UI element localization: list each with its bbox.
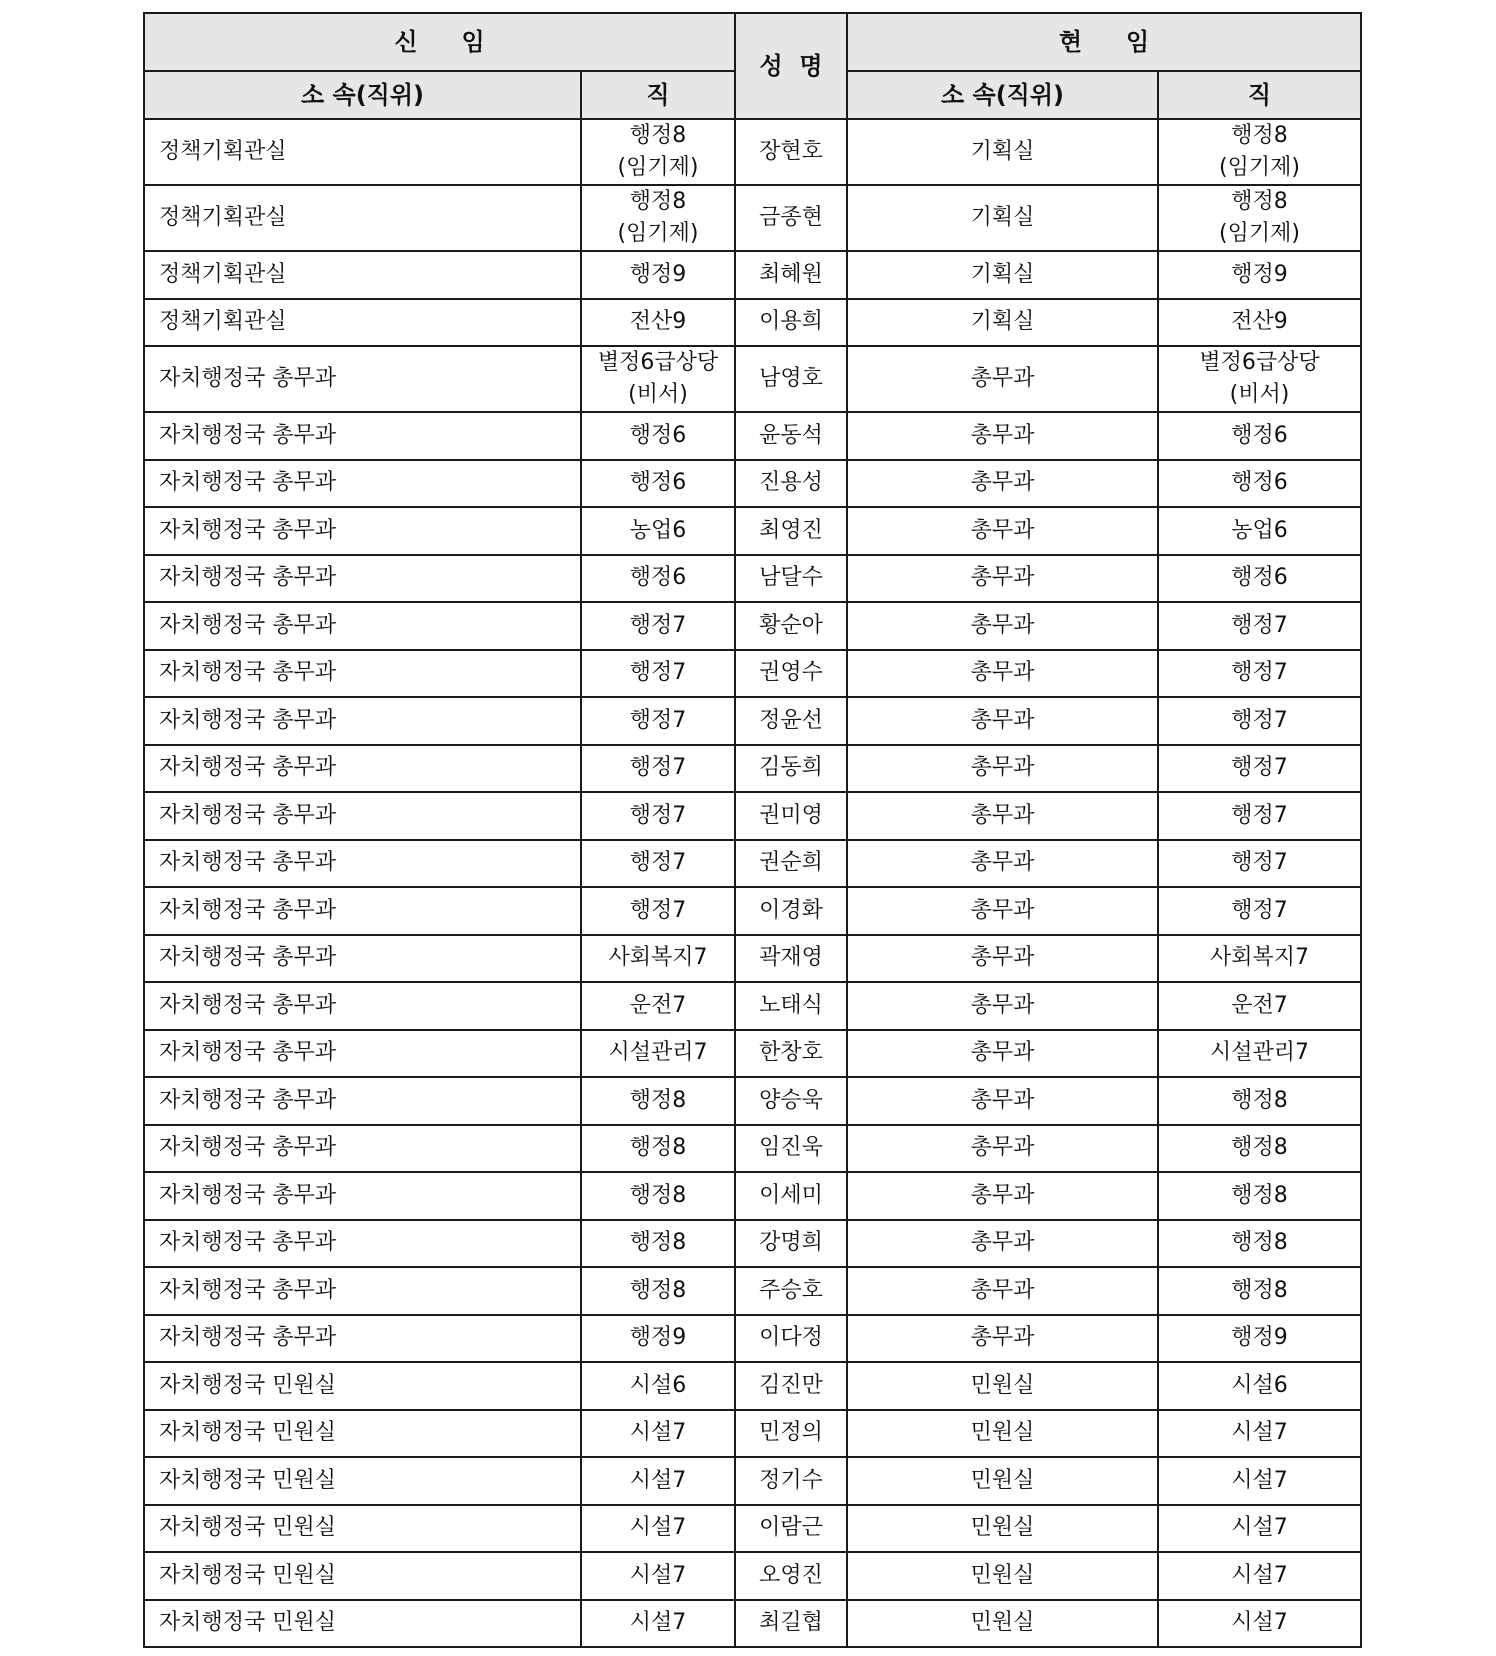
current-rank-cell-line: 시설7 <box>1231 1610 1288 1636</box>
new-affiliation-cell: 정책기획관실 <box>144 185 581 251</box>
table-row <box>144 935 1361 983</box>
header-row-group <box>144 13 1361 71</box>
name-cell: 남영호 <box>735 346 847 412</box>
current-rank-cell <box>1158 1267 1361 1315</box>
current-affiliation-cell: 총무과 <box>847 602 1158 650</box>
current-rank-cell <box>1158 346 1361 412</box>
new-rank-cell-line: 행정7 <box>629 897 687 923</box>
current-affiliation-cell: 기획실 <box>847 251 1158 299</box>
current-affiliation-cell: 기획실 <box>847 119 1158 185</box>
new-affiliation-cell: 자치행정국 총무과 <box>144 412 581 460</box>
current-rank-cell-line: 사회복지7 <box>1209 945 1309 971</box>
current-rank-cell <box>1158 507 1361 555</box>
table-row <box>144 251 1361 299</box>
table-row <box>144 1362 1361 1410</box>
name-cell: 민정의 <box>735 1410 847 1458</box>
new-rank-cell <box>581 1030 735 1078</box>
current-affiliation-cell: 총무과 <box>847 412 1158 460</box>
table-row <box>144 650 1361 698</box>
current-affiliation-cell: 총무과 <box>847 650 1158 698</box>
table-row <box>144 119 1361 185</box>
table-row <box>144 792 1361 840</box>
current-affiliation-cell: 총무과 <box>847 697 1158 745</box>
current-rank-cell-line: 행정6 <box>1231 422 1288 448</box>
new-affiliation-cell: 정책기획관실 <box>144 119 581 185</box>
new-rank-cell-line: (임기제) <box>617 221 699 246</box>
table-body <box>144 119 1361 1647</box>
current-rank-cell-line: (비서) <box>1229 382 1290 407</box>
current-affiliation-cell: 총무과 <box>847 1030 1158 1078</box>
name-cell: 최길협 <box>735 1600 847 1648</box>
current-rank-cell-line: 시설관리7 <box>1209 1040 1309 1066</box>
new-rank-cell <box>581 935 735 983</box>
current-rank-cell-line: 시설7 <box>1231 1515 1288 1541</box>
current-affiliation-cell: 총무과 <box>847 1172 1158 1220</box>
name-cell: 정기수 <box>735 1457 847 1505</box>
current-rank-cell-line: (임기제) <box>1219 155 1300 180</box>
new-rank-cell-line: 행정8 <box>629 1135 687 1161</box>
current-rank-cell-line: 농업6 <box>1231 517 1288 543</box>
new-rank-cell <box>581 1457 735 1505</box>
new-affiliation-cell: 자치행정국 총무과 <box>144 1220 581 1268</box>
new-rank-cell <box>581 299 735 347</box>
new-rank-cell <box>581 1172 735 1220</box>
new-rank-cell <box>581 1600 735 1648</box>
new-rank-cell-line: 행정6 <box>629 470 687 496</box>
name-cell: 이람근 <box>735 1505 847 1553</box>
new-rank-cell <box>581 1267 735 1315</box>
new-affiliation-cell: 자치행정국 총무과 <box>144 745 581 793</box>
new-rank-cell-line: (임기제) <box>617 155 699 180</box>
new-rank-cell-line: 별정6급상당 <box>597 350 719 375</box>
new-affiliation-cell: 자치행정국 총무과 <box>144 650 581 698</box>
new-affiliation-cell: 자치행정국 총무과 <box>144 460 581 508</box>
current-affiliation-cell: 총무과 <box>847 982 1158 1030</box>
new-rank-cell <box>581 1315 735 1363</box>
new-rank-cell-line: 시설7 <box>629 1562 687 1588</box>
new-rank-cell-line: 시설7 <box>629 1610 687 1636</box>
current-rank-cell-line: 시설6 <box>1231 1372 1288 1398</box>
current-rank-cell <box>1158 412 1361 460</box>
new-rank-cell-line: 행정8 <box>629 1277 687 1303</box>
current-rank-cell <box>1158 982 1361 1030</box>
current-rank-cell <box>1158 1362 1361 1410</box>
name-cell: 한창호 <box>735 1030 847 1078</box>
table-row <box>144 1077 1361 1125</box>
new-rank-cell <box>581 887 735 935</box>
current-rank-cell-line: 행정6 <box>1231 565 1288 591</box>
new-rank-cell <box>581 1077 735 1125</box>
current-rank-cell <box>1158 1172 1361 1220</box>
new-rank-cell-line: 행정6 <box>629 422 687 448</box>
current-rank-cell <box>1158 602 1361 650</box>
name-cell: 오영진 <box>735 1552 847 1600</box>
current-affiliation-cell: 민원실 <box>847 1552 1158 1600</box>
table-row <box>144 1315 1361 1363</box>
current-rank-cell <box>1158 1600 1361 1648</box>
new-rank-cell <box>581 1505 735 1553</box>
current-affiliation-cell: 민원실 <box>847 1505 1158 1553</box>
new-affiliation-cell: 자치행정국 민원실 <box>144 1600 581 1648</box>
name-cell: 임진욱 <box>735 1125 847 1173</box>
current-rank-cell <box>1158 1505 1361 1553</box>
new-rank-cell-line: 시설6 <box>629 1372 687 1398</box>
current-rank-cell-line: 행정7 <box>1231 707 1288 733</box>
new-affiliation-cell: 자치행정국 민원실 <box>144 1505 581 1553</box>
table-row <box>144 1552 1361 1600</box>
new-rank-cell-line: 시설7 <box>629 1467 687 1493</box>
name-cell: 정윤선 <box>735 697 847 745</box>
current-affiliation-cell: 총무과 <box>847 346 1158 412</box>
current-rank-cell <box>1158 1220 1361 1268</box>
current-rank-cell-line: 행정8 <box>1231 1230 1288 1256</box>
new-rank-cell-line: 행정7 <box>629 707 687 733</box>
current-rank-cell-line: (임기제) <box>1219 221 1300 246</box>
current-rank-cell <box>1158 185 1361 251</box>
current-affiliation-cell: 기획실 <box>847 185 1158 251</box>
current-rank-cell <box>1158 745 1361 793</box>
new-affiliation-cell: 자치행정국 민원실 <box>144 1362 581 1410</box>
current-rank-cell-line: 시설7 <box>1231 1467 1288 1493</box>
table-row <box>144 460 1361 508</box>
new-affiliation-cell: 자치행정국 민원실 <box>144 1410 581 1458</box>
name-cell: 양승욱 <box>735 1077 847 1125</box>
new-rank-cell-line: 전산9 <box>629 309 687 335</box>
current-affiliation-cell: 총무과 <box>847 935 1158 983</box>
current-rank-cell <box>1158 1457 1361 1505</box>
new-rank-cell-line: 행정9 <box>629 261 687 287</box>
current-affiliation-cell: 총무과 <box>847 887 1158 935</box>
name-cell: 강명희 <box>735 1220 847 1268</box>
personnel-transfer-table <box>143 12 1362 1648</box>
current-affiliation-cell: 총무과 <box>847 555 1158 603</box>
name-cell: 이세미 <box>735 1172 847 1220</box>
new-rank-cell-line: 행정9 <box>629 1325 687 1351</box>
table-row <box>144 1030 1361 1078</box>
header-new-position: 신 임 <box>144 13 735 71</box>
new-rank-cell <box>581 792 735 840</box>
new-affiliation-cell: 자치행정국 총무과 <box>144 346 581 412</box>
name-cell: 권미영 <box>735 792 847 840</box>
table-row <box>144 1505 1361 1553</box>
new-rank-cell <box>581 982 735 1030</box>
current-affiliation-cell: 총무과 <box>847 507 1158 555</box>
new-rank-cell-line: 행정7 <box>629 612 687 638</box>
name-cell: 최혜원 <box>735 251 847 299</box>
new-rank-cell <box>581 185 735 251</box>
current-rank-cell-line: 운전7 <box>1231 992 1288 1018</box>
current-rank-cell-line: 행정9 <box>1231 1325 1288 1351</box>
new-affiliation-cell: 자치행정국 총무과 <box>144 1172 581 1220</box>
current-rank-cell <box>1158 1552 1361 1600</box>
name-cell: 진용성 <box>735 460 847 508</box>
table-row <box>144 1457 1361 1505</box>
new-rank-cell-line: 시설7 <box>629 1420 687 1446</box>
name-cell: 최영진 <box>735 507 847 555</box>
current-rank-cell <box>1158 299 1361 347</box>
table-row <box>144 346 1361 412</box>
new-affiliation-cell: 자치행정국 총무과 <box>144 1267 581 1315</box>
new-affiliation-cell: 자치행정국 총무과 <box>144 1030 581 1078</box>
new-affiliation-cell: 자치행정국 총무과 <box>144 1125 581 1173</box>
current-affiliation-cell: 민원실 <box>847 1410 1158 1458</box>
current-affiliation-cell: 기획실 <box>847 299 1158 347</box>
table-row <box>144 1125 1361 1173</box>
name-cell: 윤동석 <box>735 412 847 460</box>
new-rank-cell-line: 행정6 <box>629 565 687 591</box>
name-cell: 곽재영 <box>735 935 847 983</box>
current-rank-cell <box>1158 119 1361 185</box>
new-affiliation-cell: 정책기획관실 <box>144 299 581 347</box>
new-affiliation-cell: 자치행정국 총무과 <box>144 792 581 840</box>
new-affiliation-cell: 자치행정국 총무과 <box>144 697 581 745</box>
new-rank-cell-line: 행정7 <box>629 755 687 781</box>
current-rank-cell-line: 행정7 <box>1231 755 1288 781</box>
new-affiliation-cell: 자치행정국 민원실 <box>144 1552 581 1600</box>
header-current-affiliation: 소 속(직위) <box>847 71 1158 119</box>
new-rank-cell-line: 행정7 <box>629 850 687 876</box>
new-affiliation-cell: 정책기획관실 <box>144 251 581 299</box>
current-affiliation-cell: 민원실 <box>847 1457 1158 1505</box>
current-rank-cell-line: 행정8 <box>1231 1087 1288 1113</box>
new-rank-cell-line: 행정8 <box>629 123 687 148</box>
current-rank-cell <box>1158 792 1361 840</box>
table-row <box>144 887 1361 935</box>
new-rank-cell-line: 행정7 <box>629 660 687 686</box>
current-rank-cell-line: 행정7 <box>1231 802 1288 828</box>
name-cell: 금종현 <box>735 185 847 251</box>
name-cell: 주승호 <box>735 1267 847 1315</box>
current-rank-cell <box>1158 935 1361 983</box>
current-rank-cell-line: 행정7 <box>1231 850 1288 876</box>
new-rank-cell-line: 행정7 <box>629 802 687 828</box>
current-rank-cell <box>1158 840 1361 888</box>
new-rank-cell-line: 사회복지7 <box>608 945 708 971</box>
table-row <box>144 982 1361 1030</box>
current-affiliation-cell: 총무과 <box>847 1220 1158 1268</box>
current-rank-cell-line: 행정8 <box>1231 1135 1288 1161</box>
current-rank-cell-line: 행정7 <box>1231 660 1288 686</box>
current-affiliation-cell: 민원실 <box>847 1362 1158 1410</box>
new-rank-cell <box>581 1125 735 1173</box>
new-rank-cell <box>581 1552 735 1600</box>
name-cell: 이다정 <box>735 1315 847 1363</box>
header-current-position: 현 임 <box>847 13 1361 71</box>
name-cell: 권영수 <box>735 650 847 698</box>
new-rank-cell <box>581 602 735 650</box>
new-rank-cell <box>581 412 735 460</box>
new-rank-cell <box>581 119 735 185</box>
current-rank-cell-line: 행정7 <box>1231 612 1288 638</box>
new-affiliation-cell: 자치행정국 총무과 <box>144 1315 581 1363</box>
table-row <box>144 840 1361 888</box>
name-cell: 장현호 <box>735 119 847 185</box>
new-rank-cell-line: 농업6 <box>629 517 687 543</box>
header-new-rank: 직 <box>581 71 735 119</box>
current-affiliation-cell: 총무과 <box>847 460 1158 508</box>
name-cell: 이용희 <box>735 299 847 347</box>
table-row <box>144 185 1361 251</box>
new-rank-cell <box>581 650 735 698</box>
new-affiliation-cell: 자치행정국 총무과 <box>144 555 581 603</box>
current-rank-cell-line: 시설7 <box>1231 1562 1288 1588</box>
new-rank-cell-line: 시설7 <box>629 1515 687 1541</box>
new-rank-cell <box>581 1220 735 1268</box>
current-rank-cell-line: 행정8 <box>1231 1182 1288 1208</box>
current-rank-cell <box>1158 650 1361 698</box>
new-rank-cell-line: 행정8 <box>629 189 687 214</box>
name-cell: 김동희 <box>735 745 847 793</box>
current-rank-cell <box>1158 1030 1361 1078</box>
current-rank-cell-line: 행정8 <box>1231 189 1288 214</box>
current-affiliation-cell: 총무과 <box>847 840 1158 888</box>
table-row <box>144 1410 1361 1458</box>
current-rank-cell-line: 별정6급상당 <box>1199 350 1320 375</box>
table-row <box>144 412 1361 460</box>
new-rank-cell-line: 운전7 <box>629 992 687 1018</box>
header-current-rank: 직 <box>1158 71 1361 119</box>
current-rank-cell <box>1158 460 1361 508</box>
name-cell: 황순아 <box>735 602 847 650</box>
table-row <box>144 1600 1361 1648</box>
current-affiliation-cell: 총무과 <box>847 1315 1158 1363</box>
current-affiliation-cell: 총무과 <box>847 1267 1158 1315</box>
new-rank-cell <box>581 840 735 888</box>
current-rank-cell-line: 행정8 <box>1231 1277 1288 1303</box>
new-rank-cell <box>581 555 735 603</box>
new-affiliation-cell: 자치행정국 총무과 <box>144 602 581 650</box>
new-rank-cell-line: 행정8 <box>629 1087 687 1113</box>
name-cell: 권순희 <box>735 840 847 888</box>
current-rank-cell-line: 시설7 <box>1231 1420 1288 1446</box>
table-row <box>144 1172 1361 1220</box>
name-cell: 이경화 <box>735 887 847 935</box>
new-rank-cell-line: 행정8 <box>629 1230 687 1256</box>
current-rank-cell-line: 행정9 <box>1231 261 1288 287</box>
new-rank-cell <box>581 251 735 299</box>
current-rank-cell-line: 행정6 <box>1231 470 1288 496</box>
new-rank-cell <box>581 460 735 508</box>
new-affiliation-cell: 자치행정국 총무과 <box>144 1077 581 1125</box>
current-rank-cell <box>1158 1077 1361 1125</box>
header-new-affiliation: 소 속(직위) <box>144 71 581 119</box>
new-rank-cell <box>581 1362 735 1410</box>
table-row <box>144 1267 1361 1315</box>
new-affiliation-cell: 자치행정국 총무과 <box>144 840 581 888</box>
new-rank-cell <box>581 745 735 793</box>
personnel-table-container <box>143 12 1362 1648</box>
new-affiliation-cell: 자치행정국 총무과 <box>144 982 581 1030</box>
name-cell: 남달수 <box>735 555 847 603</box>
header-name: 성 명 <box>735 13 847 119</box>
current-rank-cell <box>1158 555 1361 603</box>
new-rank-cell-line: (비서) <box>628 382 688 407</box>
new-rank-cell <box>581 697 735 745</box>
current-affiliation-cell: 총무과 <box>847 1125 1158 1173</box>
new-affiliation-cell: 자치행정국 민원실 <box>144 1457 581 1505</box>
current-rank-cell <box>1158 697 1361 745</box>
new-affiliation-cell: 자치행정국 총무과 <box>144 507 581 555</box>
new-rank-cell <box>581 507 735 555</box>
new-rank-cell-line: 시설관리7 <box>608 1040 708 1066</box>
current-affiliation-cell: 민원실 <box>847 1600 1158 1648</box>
current-rank-cell <box>1158 1410 1361 1458</box>
new-rank-cell <box>581 346 735 412</box>
table-row <box>144 299 1361 347</box>
new-rank-cell <box>581 1410 735 1458</box>
table-row <box>144 555 1361 603</box>
table-row <box>144 745 1361 793</box>
current-rank-cell <box>1158 887 1361 935</box>
table-row <box>144 602 1361 650</box>
current-affiliation-cell: 총무과 <box>847 745 1158 793</box>
current-rank-cell <box>1158 1315 1361 1363</box>
new-affiliation-cell: 자치행정국 총무과 <box>144 935 581 983</box>
current-affiliation-cell: 총무과 <box>847 1077 1158 1125</box>
current-rank-cell-line: 행정7 <box>1231 897 1288 923</box>
new-affiliation-cell: 자치행정국 총무과 <box>144 887 581 935</box>
current-affiliation-cell: 총무과 <box>847 792 1158 840</box>
current-rank-cell <box>1158 251 1361 299</box>
current-rank-cell <box>1158 1125 1361 1173</box>
table-row <box>144 507 1361 555</box>
table-row <box>144 697 1361 745</box>
name-cell: 김진만 <box>735 1362 847 1410</box>
table-row <box>144 1220 1361 1268</box>
current-rank-cell-line: 전산9 <box>1231 309 1288 335</box>
new-rank-cell-line: 행정8 <box>629 1182 687 1208</box>
name-cell: 노태식 <box>735 982 847 1030</box>
current-rank-cell-line: 행정8 <box>1231 123 1288 148</box>
